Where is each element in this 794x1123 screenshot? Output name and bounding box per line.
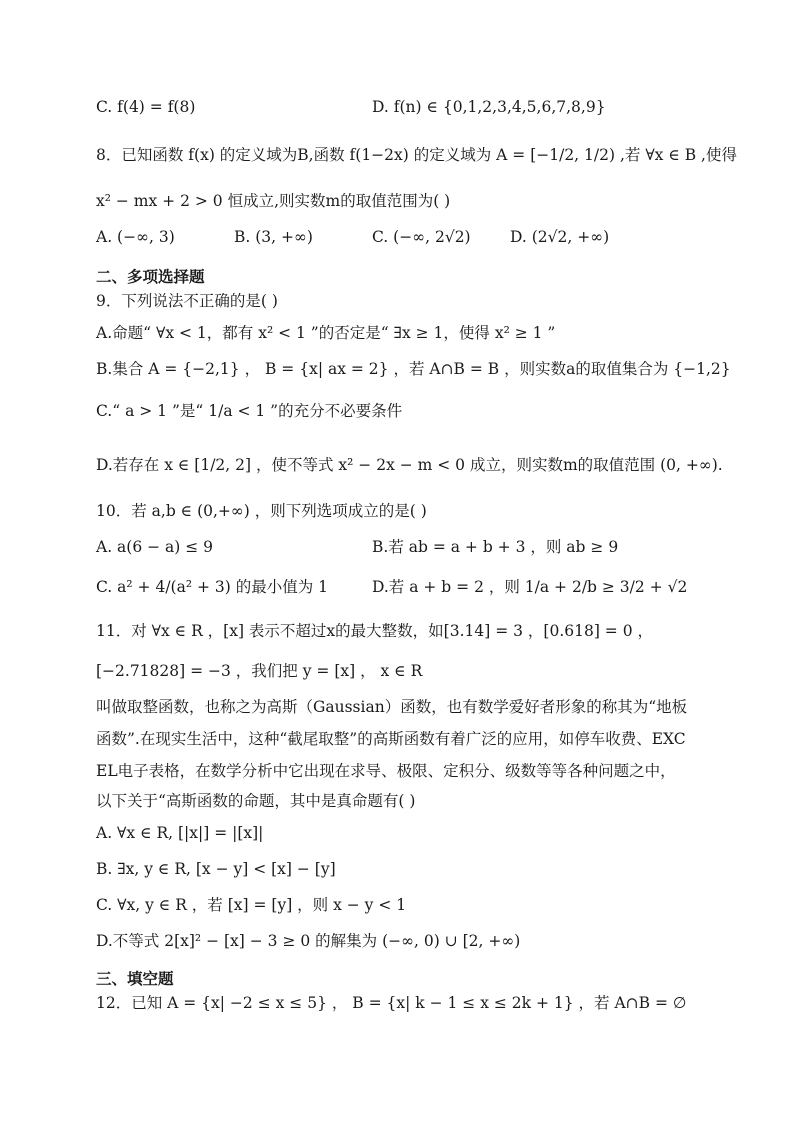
q8-stem-line1: 8．已知函数 f(x) 的定义域为B,函数 f(1−2x) 的定义域为 A = [−1/2, 1/2) ,若 ∀x ∈ B ,使得 — [96, 146, 737, 164]
q10-stem: 10．若 a,b ∈ (0,+∞) ，则下列选项成立的是( ) — [96, 502, 427, 520]
q10-option-b: B.若 ab = a + b + 3 ，则 ab ≥ 9 — [372, 538, 619, 556]
section-fill-in-title: 三、填空题 — [96, 970, 174, 988]
q10-option-d: D.若 a + b = 2 ，则 1/a + 2/b ≥ 3/2 + √2 — [372, 578, 688, 596]
q7-option-d: D. f(n) ∈ {0,1,2,3,4,5,6,7,8,9} — [372, 98, 606, 116]
q12-stem: 12．已知 A = {x| −2 ≤ x ≤ 5} ， B = {x| k − 1 ≤ x ≤ 2k + 1} ，若 A∩B = ∅ — [96, 994, 687, 1012]
q9-option-b: B.集合 A = {−2,1} ， B = {x| ax = 2} ，若 A∩B = B ，则实数a的取值集合为 {−1,2} — [96, 360, 731, 378]
section-multiple-choice-title: 二、多项选择题 — [96, 268, 205, 286]
q8-stem-line2: x² − mx + 2 > 0 恒成立,则实数m的取值范围为( ) — [96, 192, 451, 210]
q9-option-a: A.命题“ ∀x < 1，都有 x² < 1 ”的否定是“ ∃x ≥ 1，使得 x² ≥ 1 ” — [96, 324, 556, 342]
q11-option-b: B. ∃x, y ∈ R, [x − y] < [x] − [y] — [96, 860, 336, 878]
q11-line6: 以下关于“高斯函数的命题，其中是真命题有( ) — [96, 792, 416, 810]
q9-option-d: D.若存在 x ∈ [1/2, 2] ，使不等式 x² − 2x − m < 0 成立，则实数m的取值范围 (0, +∞). — [96, 456, 723, 474]
q8-option-c: C. (−∞, 2√2) — [372, 228, 471, 246]
q10-option-a: A. a(6 − a) ≤ 9 — [96, 538, 214, 556]
q11-option-c: C. ∀x, y ∈ R ，若 [x] = [y] ，则 x − y < 1 — [96, 896, 407, 914]
q7-option-c: C. f(4) = f(8) — [96, 98, 196, 116]
q11-line3: 叫做取整函数，也称之为高斯（Gaussian）函数，也有数学爱好者形象的称其为“地板 — [96, 698, 688, 716]
q11-line1: 11．对 ∀x ∈ R ，[x] 表示不超过x的最大整数，如[3.14] = 3 ，[0.618] = 0 ， — [96, 622, 654, 640]
q8-option-b: B. (3, +∞) — [234, 228, 313, 246]
q11-option-a: A. ∀x ∈ R, [|x|] = |[x]| — [96, 824, 264, 842]
q11-option-d: D.不等式 2[x]² − [x] − 3 ≥ 0 的解集为 (−∞, 0) ∪ [2, +∞) — [96, 932, 521, 950]
q8-option-d: D. (2√2, +∞) — [510, 228, 610, 246]
q9-stem: 9．下列说法不正确的是( ) — [96, 292, 278, 310]
q8-option-a: A. (−∞, 3) — [96, 228, 175, 246]
q11-line4: 函数”.在现实生活中，这种“截尾取整”的高斯函数有着广泛的应用，如停车收费、EXC — [96, 730, 686, 748]
q10-option-c: C. a² + 4/(a² + 3) 的最小值为 1 — [96, 578, 329, 596]
q11-line2: [−2.71828] = −3 ，我们把 y = [x] ， x ∈ R — [96, 662, 423, 680]
q11-line5: EL电子表格，在数学分析中它出现在求导、极限、定积分、级数等等各种问题之中， — [96, 762, 676, 780]
q9-option-c: C.“ a > 1 ”是“ 1/a < 1 ”的充分不必要条件 — [96, 402, 403, 420]
